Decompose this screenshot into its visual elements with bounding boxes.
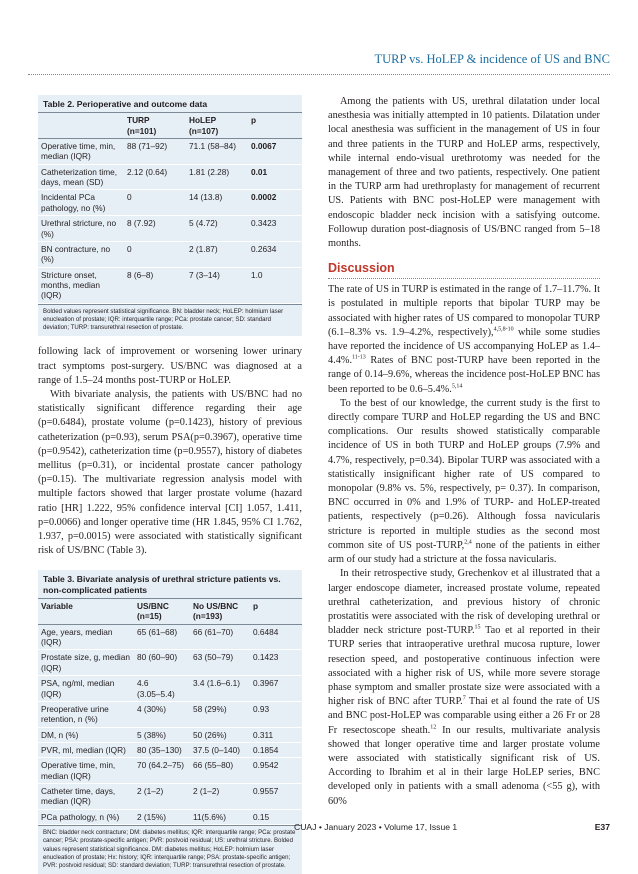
table-2 <box>38 95 302 336</box>
paragraph <box>328 567 600 808</box>
table-cell <box>134 676 190 702</box>
table-cell: 58 (29%) <box>193 703 227 714</box>
table-cell: 2 (1–2) <box>137 786 164 797</box>
table-cell: Age, years, median (IQR) <box>41 626 113 648</box>
table-cell: 4 (30%) <box>137 703 167 714</box>
right-body-text <box>328 95 600 251</box>
discussion-text <box>328 283 600 809</box>
right-column <box>328 95 600 809</box>
cell-line: (3.05–5.4) <box>137 688 175 699</box>
table-cell: BN contracture, no (%) <box>41 243 111 265</box>
table-cell: 14 (13.8) <box>189 192 223 203</box>
table-cell: Preoperative urine retention, n (%) <box>41 703 109 725</box>
table-cell: 3.4 (1.6–6.1) <box>193 678 241 689</box>
table-3-header-cell <box>190 599 250 624</box>
footer-journal-info: CUAJ • January 2023 • Volume 17, Issue 1 <box>294 822 458 832</box>
table-3-header-cell: p <box>253 601 259 612</box>
table-cell: 0.2634 <box>251 243 277 254</box>
table-3 <box>38 570 302 874</box>
text-run: In our results, multivariate analysis showed that longer operative time and larger prostate volume were associated with statistically significant risk of US. According to Ibrahim et al in their large HoLEP series, BNC developed only in patients with a small adenoma (<55 g), with 60% <box>328 724 600 807</box>
table-cell: 0.1854 <box>253 744 279 755</box>
citation: 2,4 <box>464 539 472 546</box>
cell-line: 4.6 <box>137 678 149 689</box>
table-cell: Operative time, min, median (IQR) <box>41 760 116 781</box>
table-cell: Incidental PCa pathology, no (%) <box>41 192 106 213</box>
table-row <box>38 742 302 757</box>
table-row <box>38 241 302 267</box>
table-cell: 0.3967 <box>253 678 279 689</box>
table-cell: 0.9542 <box>253 760 279 771</box>
table-cell: 65 (61–68) <box>137 626 178 637</box>
table-2-header-cell: p <box>251 115 257 126</box>
paragraph: Among the patients with US, urethral dilatation under local anesthesia was initially attempted in 10 patients. Dilatation under local anesthesia was sufficient in the management of US in four and three patients in the TURP and HoLEP arms, respectively, while internal endo-visual urethrotomy was needed for the management of three and two patients, respectively. One patient in the TURP arm had urethroplasty for management of recurrent US. Patients with BNC post-HoLEP were management with endoscopic bladder neck incision with a satisfying outcome. Followup duration post-diagnosis of US/BNC ranged from 5–18 months. <box>328 96 600 250</box>
header-line: (n=193) <box>193 611 223 622</box>
left-body-text <box>38 345 302 558</box>
table-cell: Catheter time, days, median (IQR) <box>41 786 116 807</box>
text-run: The rate of US in TURP is estimated in the range of 1.7–11.7%. It is postulated in multiple reports that bipolar TURP may be associated with higher rates of US compared to monopolar TURP (6.1–8.3% vs. 1.9–4.2%, respectively), <box>328 284 600 338</box>
table-2-header-cell <box>38 113 124 138</box>
table-cell: 66 (61–70) <box>193 626 234 637</box>
citation: 12 <box>430 724 437 731</box>
table-cell: 2 (1.87) <box>189 243 218 254</box>
table-2-footnote: Bolded values represent statistical significance. BN: bladder neck; HoLEP: holmium laser enucleation of prostate; IQR: interquartile range; PCa: prostate cancer; SD: standard deviation; TURP: transurethral resection of prostate. <box>38 304 302 337</box>
paragraph: With bivariate analysis, the patients with US/BNC had no statistically significant difference regarding their age (p=0.6484), prostate volume (p=0.1423), history of previous catheterization (p=0.93), serum PSA(p=0.3967), operative time (p=0.9542), catheterization time (p=0.9557), history of diabetes mellitus (p=0.31), or incidental prostate cancer pathology (p=0.15). The multivariate regression analysis model with multiple factors showed that larger prostate volume (hazard ratio [HR] 1.222, 95% confidence interval [CI] 1.057, 1.411, p=0.0066) and longer operative time (HR 1.845, 95% CI 1.762, 1.937, p=0.0015) were associated with statistically significant risk of US/BNC (Table 3). <box>38 388 302 557</box>
text-run: To the best of our knowledge, the current study is the first to directly compare TURP and HoLEP regarding the US and BNC complications. Our results showed statistically comparable incidence of US in both TURP and HoLEP groups (7.9% and 4.7%, respectively, p=0.34). Bipolar TURP was associated with a statistically insignificant higher rate of US compared to monopolar (9.8% vs. 5%, respectively, p= 0.37). In comparison, BNC occurred in 0% and 1.9% of TURP- and HoLEP-treated patients, respectively (p=0.26). Although fossa navicularis stricture is reported in multiple studies as the second most common site of US post-TURP, <box>328 397 600 551</box>
table-cell: PVR, ml, median (IQR) <box>41 744 126 755</box>
table-2-grid <box>38 113 302 303</box>
table-cell: 70 (64.2–75) <box>137 760 185 771</box>
table-cell: 0 <box>127 192 132 203</box>
text-run: Thai et al found the rate of US and BNC post-HoLEP was comparable using either a 26 Fr or 28 Fr resectoscope sheath. <box>328 696 600 736</box>
table-cell: 5 (4.72) <box>189 218 218 229</box>
table-cell: 80 (60–90) <box>137 652 178 663</box>
table-cell: 50 (26%) <box>193 729 227 740</box>
header-divider <box>28 74 610 75</box>
table-cell: 5 (38%) <box>137 729 167 740</box>
table-cell: 2 (1–2) <box>193 786 220 797</box>
paragraph: following lack of improvement or worsening lower urinary tract symptoms post-surgery. US/BNC was diagnosed at a range of 1.5–24 months post-TURP or HoLEP. <box>38 346 302 386</box>
table-row <box>38 190 302 216</box>
table-cell: 37.5 (0–140) <box>193 744 241 755</box>
header-line: HoLEP <box>189 115 217 126</box>
citation: 11-13 <box>352 354 366 361</box>
table-row <box>38 701 302 727</box>
text-run: while some studies have reported the incidence of US accompanying HoLEP as 1.4–4.4%. <box>328 326 601 367</box>
header-line: TURP <box>127 115 150 126</box>
table-row <box>38 267 302 303</box>
citation: 4,5,8-10 <box>493 326 514 333</box>
running-head: TURP vs. HoLEP & incidence of US and BNC <box>374 52 610 66</box>
text-run: Rates of BNC post-TURP have been reported in the range of 0.14–9.6%, whereas the incidence post-HoLEP BNC has been reported to be 0.6–5.4%. <box>328 355 600 395</box>
discussion-heading: Discussion <box>328 261 600 279</box>
table-cell: Prostate size, g, median (IQR) <box>41 652 131 673</box>
table-cell: 0.9557 <box>253 786 279 797</box>
table-cell: 1.81 (2.28) <box>189 166 230 177</box>
table-2-title: Table 2. Perioperative and outcome data <box>38 95 302 113</box>
citation: 5,14 <box>451 383 463 390</box>
table-cell: 0.0002 <box>251 192 277 203</box>
table-3-footnote: BNC: bladder neck contracture; DM: diabetes mellitus; IQR: interquartile range; PCa: prostate cancer; PSA: prostate-specific antigen; PVR: postvoid residual; US: urethral stricture. Bolded values represent statistical significance. DM: diabetes mellitus; HoLEP: holmium laser enucleation of prostate; Hx: history; IQR: interquartile range; PSA: prostate-specific antigen; PVR: postvoid residual; SD: standard deviation; TURP: transurethral resection of prostate. <box>38 825 302 874</box>
table-row <box>38 809 302 824</box>
table-cell: Operative time, min, median (IQR) <box>41 141 116 162</box>
table-cell: Urethral stricture, no (%) <box>41 218 117 239</box>
table-row <box>38 624 302 650</box>
table-3-grid <box>38 599 302 825</box>
table-cell: 66 (55–80) <box>193 760 234 771</box>
table-row <box>38 139 302 165</box>
left-column <box>38 95 302 874</box>
table-3-header-cell <box>134 599 190 624</box>
header-line: (n=107) <box>189 125 219 136</box>
table-cell: 80 (35–130) <box>137 744 182 755</box>
table-cell: 8 (6–8) <box>127 269 154 280</box>
table-cell: 0.3423 <box>251 218 277 229</box>
table-cell: 7 (3–14) <box>189 269 220 280</box>
table-3-title: Table 3. Bivariate analysis of urethral stricture patients vs. non-complicated patients <box>38 570 302 599</box>
table-cell: 1.0 <box>251 269 263 280</box>
table-row <box>38 758 302 784</box>
table-2-header-cell <box>186 113 248 138</box>
table-cell: 71.1 (58–84) <box>189 141 237 152</box>
table-cell: 0 <box>127 243 132 254</box>
table-cell: Stricture onset, months, median (IQR) <box>41 269 101 301</box>
table-row <box>38 676 302 702</box>
header-line: US/BNC <box>137 601 169 612</box>
table-cell: 11(5.6%) <box>193 811 227 822</box>
table-cell: DM, n (%) <box>41 729 79 740</box>
table-row <box>38 784 302 810</box>
header-line: No US/BNC <box>193 601 239 612</box>
citation: 15 <box>474 624 481 631</box>
text-run: In their retrospective study, Grechenkov et al illustrated that a larger endoscope diameter, increased prostate volume, repeated urethral catheterization, and previous history of chronic prostatitis were associated with the risk of developing urethral or bladder neck stricture post-TURP. <box>328 568 600 637</box>
table-cell: 0.1423 <box>253 652 279 663</box>
table-cell: Catheterization time, days, mean (SD) <box>41 166 118 188</box>
table-cell: 0.311 <box>253 729 274 740</box>
table-cell: 0.6484 <box>253 626 279 637</box>
table-cell: 88 (71–92) <box>127 141 168 152</box>
table-cell: PSA, ng/ml, median (IQR) <box>41 678 115 699</box>
citation: 7 <box>462 695 466 702</box>
table-2-header-row <box>38 113 302 138</box>
table-3-header-row <box>38 599 302 624</box>
table-cell: 0.01 <box>251 166 268 177</box>
text-run: Tao et al reported in their TURP series that intraoperative urethral mucosa rupture, lower resection speed, and postoperative continuous infection were associated with a higher risk of US, while more severe storage phase symptom and smaller prostate size were associated with a higher risk of BNC after TURP. <box>328 625 600 708</box>
table-cell: 8 (7.92) <box>127 218 156 229</box>
table-cell: 63 (50–79) <box>193 652 234 663</box>
header-line: (n=15) <box>137 611 162 622</box>
table-3-header-cell: Variable <box>41 601 73 612</box>
paragraph <box>328 283 600 397</box>
table-2-header-cell <box>124 113 186 138</box>
table-row <box>38 727 302 742</box>
table-cell: 2.12 (0.64) <box>127 166 168 177</box>
table-cell: PCa pathology, n (%) <box>41 811 120 822</box>
table-cell: 0.93 <box>253 703 270 714</box>
table-cell: 2 (15%) <box>137 811 167 822</box>
table-row <box>38 216 302 242</box>
paragraph <box>328 397 600 567</box>
header-line: (n=101) <box>127 125 157 136</box>
table-row <box>38 650 302 676</box>
text-run: none of the patients in either arm of our study had a stricture at the fossa navicularis. <box>328 539 601 566</box>
table-row <box>38 164 302 190</box>
page-number: E37 <box>594 822 610 832</box>
table-cell: 0.0067 <box>251 141 277 152</box>
table-cell: 0.15 <box>253 811 270 822</box>
